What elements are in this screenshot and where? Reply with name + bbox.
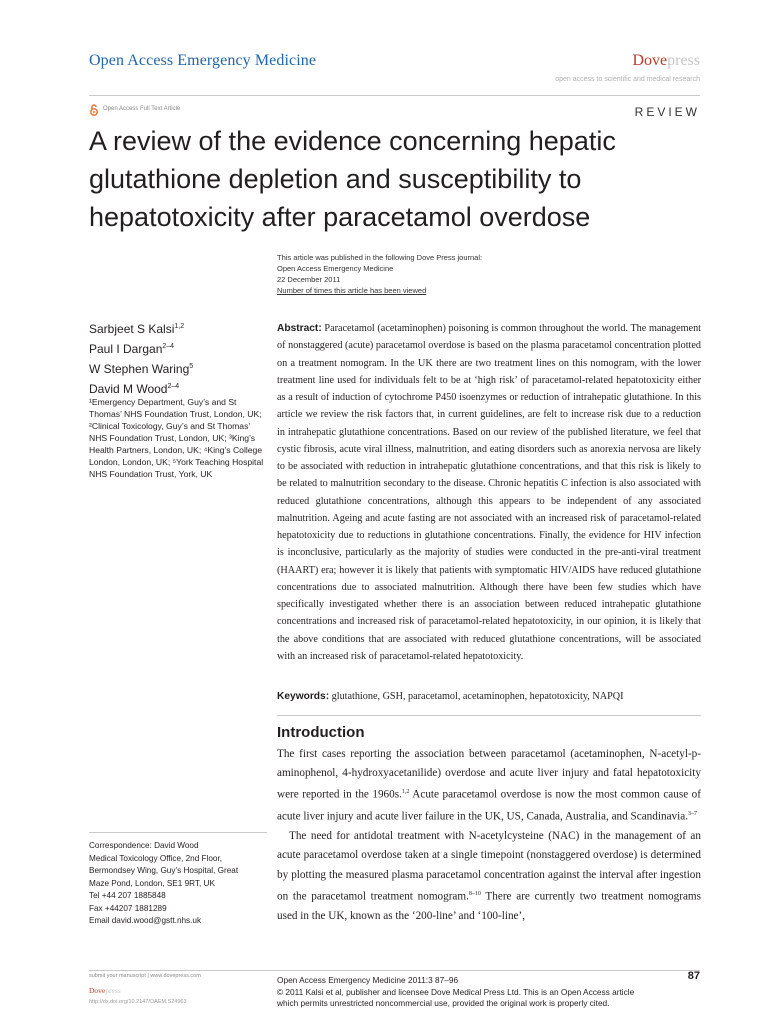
article-type-label: REVIEW [634, 105, 700, 119]
author-affiliation-ref: 5 [189, 363, 194, 370]
views-link[interactable]: Number of times this article has been viewed [277, 286, 427, 295]
doi-link[interactable]: http://dx.doi.org/10.2147/OAEM.S24963 [89, 999, 187, 1005]
footer-logo-main: Dove [89, 986, 106, 995]
citation-ref[interactable]: 1,2 [401, 789, 410, 796]
author-name: Sarbjeet S Kalsi [89, 322, 175, 336]
correspondence-line: Medical Toxicology Office, 2nd Floor, [89, 853, 223, 863]
paragraph [277, 745, 701, 827]
author-list [89, 318, 193, 398]
keywords-text: glutathione, GSH, paracetamol, acetaminophen, hepatotoxicity, NAPQI [331, 691, 624, 702]
publisher-logo-main: Dove [632, 52, 668, 69]
abstract-label: Abstract: [277, 323, 322, 334]
author-name: Paul I Dargan [89, 342, 163, 356]
section-heading-introduction: Introduction [277, 724, 365, 741]
author [89, 378, 193, 398]
section-divider [277, 715, 701, 716]
correspondence-block [89, 840, 267, 928]
keywords-label: Keywords: [277, 691, 330, 702]
correspondence-line: Fax +44207 1881289 [89, 903, 167, 913]
page-number: 87 [687, 970, 700, 982]
correspondence-line: Correspondence: David Wood [89, 841, 199, 850]
publisher-tagline: open access to scientific and medical research [555, 76, 700, 83]
citation-ref[interactable]: 8–10 [468, 890, 481, 897]
paragraph-text: The first cases reporting the association between paracetamol (acetaminophen, N-acetyl-p-aminophenol, 4-hydroxyacetanilide) overdose and acute liver injury and fatal hepatotoxicity were reported in the 1960s. [277, 748, 701, 802]
author [89, 338, 193, 358]
publication-info-date: 22 December 2011 [277, 275, 341, 284]
paragraph [277, 827, 701, 926]
author [89, 358, 193, 378]
correspondence-email[interactable]: Email david.wood@gstt.nhs.uk [89, 916, 202, 925]
license-line: © 2011 Kalsi et al, publisher and licensee Dove Medical Press Ltd. This is an Open Access article [277, 986, 635, 997]
publisher-logo[interactable] [632, 52, 700, 70]
correspondence-line: Bermondsey Wing, Guy’s Hospital, Great [89, 866, 239, 875]
license-line: which permits unrestricted noncommercial use, provided the original work is properly cited. [277, 998, 610, 1008]
abstract-text: Paracetamol (acetaminophen) poisoning is common throughout the world. The management of nonstaggered (acute) paracetamol overdose is based on the plasma paracetamol concentration plotted on a treatment nomogram. In the UK there are two treatment lines on this nomogram, with the lower treatment line used for individuals felt to be at ‘high risk’ of paracetamol-related hepatotoxicity either as a result of induction of cytochrome P450 isoenzymes or reduction of intrahepatic glutathione. In this article we review the risk factors that, in current guidelines, are felt to increase risk due to a reduction in intrahepatic glutathione concentrations. Based on our review of the published literature, we feel that cystic fibrosis, acute viral illness, malnutrition, and eating disorders such as anorexia nervosa are likely to be associated with reduction in intrahepatic glutathione concentrations, and that this risk is likely to be related to malnutrition secondary to the disease. Chronic hepatitis C infection is also associated with reduced glutathione concentrations, although this appears to be independent of any associated malnutrition. Ageing and acute fasting are not associated with an increased risk of paracetamol-related hepatotoxicity due to reductions in glutathione concentrations. Finally, the evidence for HIV infection is inconclusive, particularly as the majority of studies were conducted in the pre-anti-viral treatment (HAART) era; however it is likely that patients with symptomatic HIV/AIDS have reduced glutathione concentrations due to associated malnutrition. Although there have been few studies which have specifically investigated whether there is an association between reduced intrahepatic glutathione concentrations and increased risk of paracetamol-related hepatotoxicity, in our opinion, it is likely that the above conditions that are associated with reduced glutathione concentrations, will be associated with an increased risk of paracetamol-related hepatotoxicity. [277, 323, 701, 662]
author-affiliation-ref: 2–4 [167, 383, 180, 390]
footer-citation [277, 975, 701, 1010]
author-name: W Stephen Waring [89, 362, 190, 376]
correspondence-divider [89, 832, 267, 833]
paragraph-text: The need for antidotal treatment with N-acetylcysteine (NAC) in the management of an acute paracetamol overdose taken at a single timepoint (nonstaggered overdose) is determined by plotting the measured plasma paracetamol concentration against the interval after ingestion on the paracetamol treatment nomogram. [277, 830, 701, 903]
citation-line: Open Access Emergency Medicine 2011:3 87–96 [277, 975, 459, 985]
article-title: A review of the evidence concerning hepatic glutathione depletion and susceptibility to hepatotoxicity after paracetamol overdose [89, 126, 616, 232]
introduction-body [277, 745, 701, 926]
publisher-logo-press: press [667, 52, 700, 69]
open-access-icon [89, 104, 99, 116]
footer-divider [89, 970, 700, 971]
open-access-label: Open Access Full Text Article [103, 106, 181, 112]
author-affiliation-ref: 1,2 [174, 323, 185, 330]
footer-publisher-logo[interactable] [89, 986, 121, 995]
header-divider [89, 95, 700, 96]
author-affiliation-ref: 2–4 [162, 343, 175, 350]
paragraph-text: There are currently two treatment nomograms used in the UK, known as the ‘200-line’ and ‘100-line’, [277, 890, 701, 922]
footer-logo-press: press [105, 986, 121, 995]
publication-info-line: This article was published in the following Dove Press journal: [277, 253, 483, 262]
citation-ref[interactable]: 3–7 [688, 811, 698, 818]
publication-info-journal[interactable]: Open Access Emergency Medicine [277, 264, 394, 273]
author [89, 318, 193, 338]
author-name: David M Wood [89, 382, 168, 396]
keywords [277, 689, 701, 705]
correspondence-line: Maze Pond, London, SE1 9RT, UK [89, 878, 215, 888]
affiliations: ¹Emergency Department, Guy’s and St Thomas’ NHS Foundation Trust, London, UK; ²Clinical Toxicology, Guy’s and St Thomas’ NHS Foundation Trust, London, UK; ³King’s Health Partners, London, UK; ⁴King’s College London, London, UK; ⁵York Teaching Hospital NHS Foundation Trust, York, UK [89, 397, 264, 479]
correspondence-line: Tel +44 207 1885848 [89, 891, 166, 900]
submit-manuscript-link[interactable]: submit your manuscript | www.dovepress.com [89, 973, 201, 979]
publication-info [277, 252, 482, 296]
journal-title[interactable]: Open Access Emergency Medicine [89, 52, 317, 69]
paragraph-text: Acute paracetamol overdose is now the most common cause of acute liver injury and acute liver failure in the UK, US, Canada, Australia, and Scandinavia. [277, 789, 702, 824]
abstract [277, 320, 701, 665]
